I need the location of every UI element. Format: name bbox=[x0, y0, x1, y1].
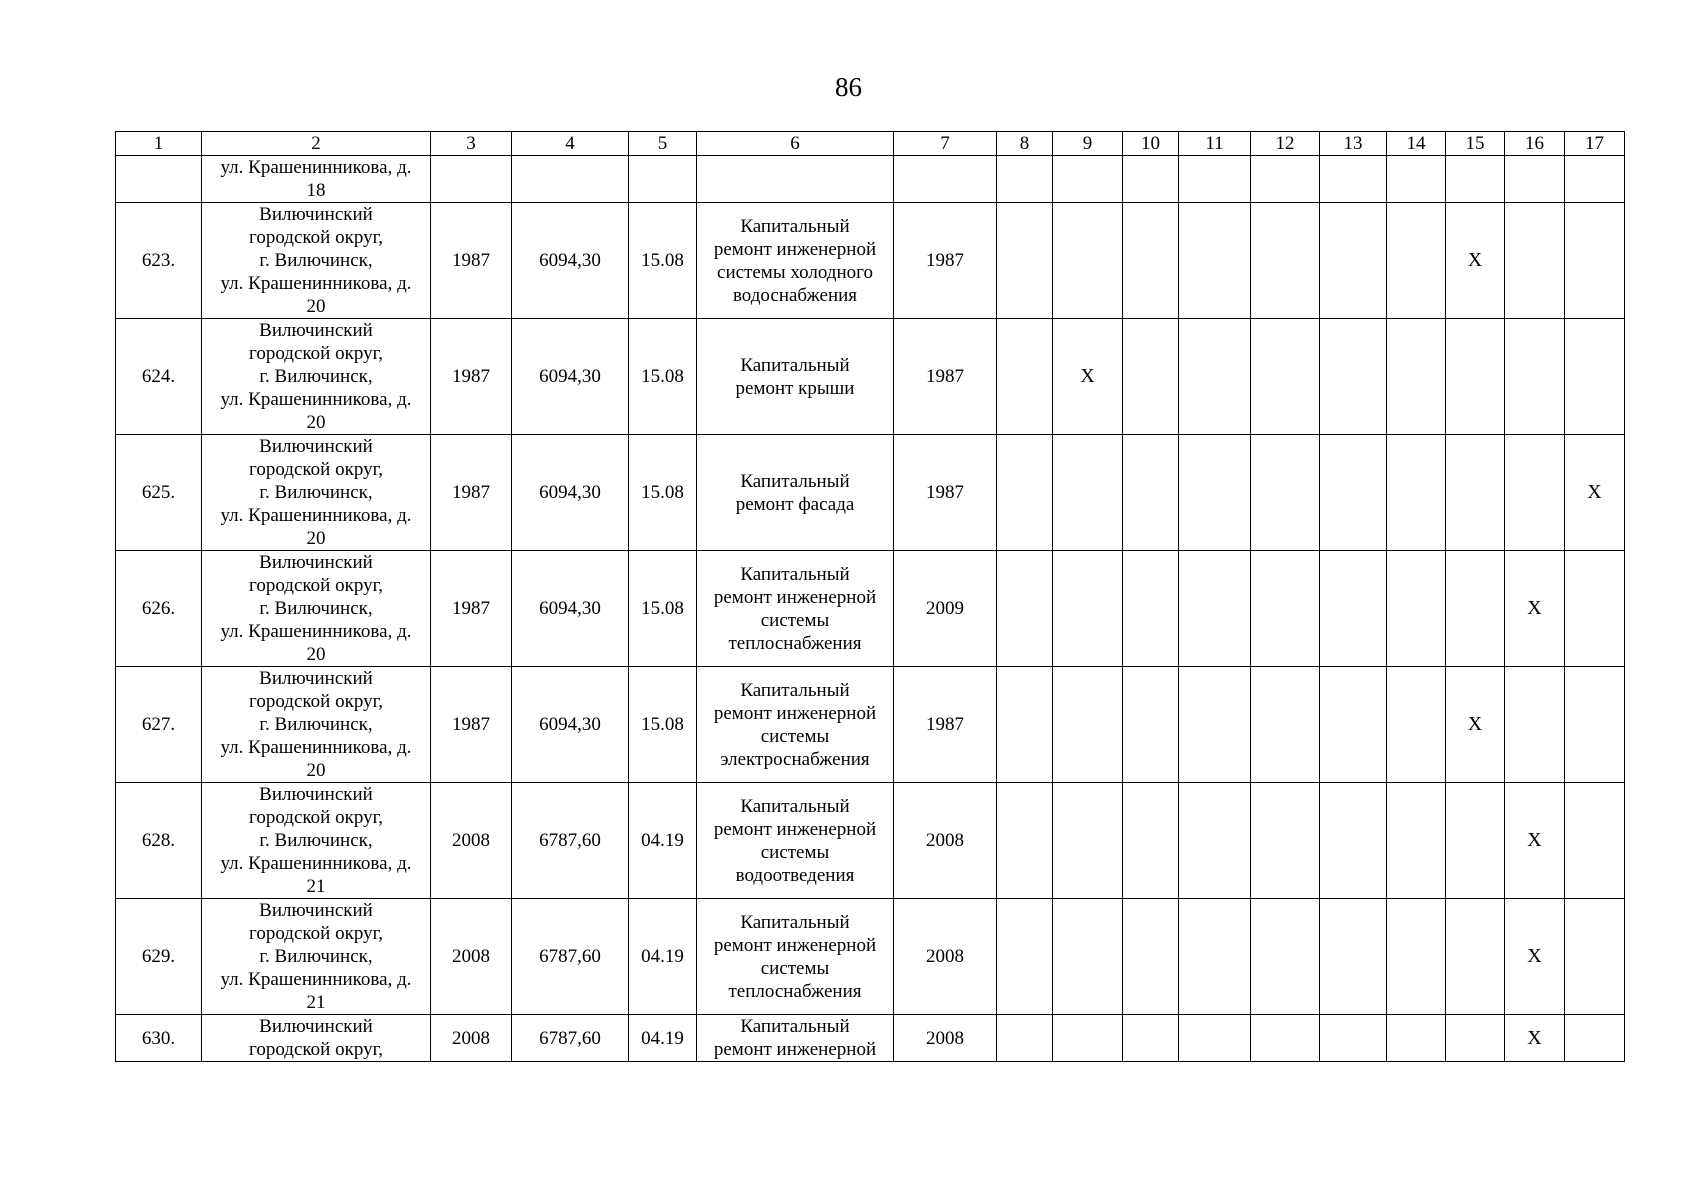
period-mark-col-14 bbox=[1387, 783, 1446, 899]
period-mark-col-10 bbox=[1123, 156, 1179, 203]
period-mark-col-9 bbox=[1053, 667, 1123, 783]
cell-text-line: городской округ, bbox=[249, 227, 383, 248]
period-mark-col-16 bbox=[1505, 319, 1565, 435]
last-repair-year-cell bbox=[894, 156, 997, 203]
period-mark-col-12 bbox=[1251, 435, 1320, 551]
cell-text-line: 21 bbox=[306, 876, 326, 897]
row-number-cell bbox=[116, 156, 202, 203]
page-number: 86 bbox=[835, 72, 862, 102]
commission-year-cell: 1987 bbox=[431, 435, 512, 551]
address-cell bbox=[202, 1015, 431, 1062]
period-mark-col-10 bbox=[1123, 319, 1179, 435]
cell-text-line: 20 bbox=[306, 296, 326, 317]
period-mark-col-12 bbox=[1251, 203, 1320, 319]
period-mark-col-16: X bbox=[1505, 783, 1565, 899]
last-repair-year-cell: 2008 bbox=[894, 899, 997, 1015]
cell-text-line: Вилючинский bbox=[259, 784, 373, 805]
last-repair-year-cell: 1987 bbox=[894, 435, 997, 551]
area-cell: 6787,60 bbox=[512, 783, 629, 899]
cell-text-line: ремонт инженерной bbox=[713, 586, 877, 608]
period-mark-col-11 bbox=[1179, 667, 1251, 783]
column-number-1: 1 bbox=[116, 132, 202, 156]
cell-text-line: ул. Крашенинникова, д. bbox=[220, 737, 412, 758]
code-cell: 15.08 bbox=[629, 551, 697, 667]
cell-text-line: Вилючинский bbox=[259, 436, 373, 457]
cell-text-line: системы bbox=[760, 725, 830, 747]
row-number-cell: 630. bbox=[116, 1015, 202, 1062]
period-mark-col-8 bbox=[997, 156, 1053, 203]
period-mark-col-17 bbox=[1565, 156, 1625, 203]
period-mark-col-12 bbox=[1251, 551, 1320, 667]
work-type-cell bbox=[697, 1015, 894, 1062]
cell-text-line: городской округ, bbox=[249, 343, 383, 364]
area-cell: 6094,30 bbox=[512, 551, 629, 667]
period-mark-col-9 bbox=[1053, 899, 1123, 1015]
period-mark-col-11 bbox=[1179, 156, 1251, 203]
period-mark-col-14 bbox=[1387, 667, 1446, 783]
cell-text-line: г. Вилючинск, bbox=[259, 830, 373, 851]
last-repair-year-cell: 2009 bbox=[894, 551, 997, 667]
commission-year-cell bbox=[431, 156, 512, 203]
cell-text-line: городской округ, bbox=[249, 459, 383, 480]
period-mark-col-16: X bbox=[1505, 551, 1565, 667]
period-mark-col-17 bbox=[1565, 783, 1625, 899]
row-number-cell: 625. bbox=[116, 435, 202, 551]
table-row bbox=[116, 1015, 1625, 1062]
period-mark-col-8 bbox=[997, 319, 1053, 435]
column-number-15: 15 bbox=[1446, 132, 1505, 156]
period-mark-col-15 bbox=[1446, 899, 1505, 1015]
cell-text-line: ремонт инженерной bbox=[713, 934, 877, 956]
cell-text-line: г. Вилючинск, bbox=[259, 250, 373, 271]
work-type-cell bbox=[697, 899, 894, 1015]
period-mark-col-14 bbox=[1387, 1015, 1446, 1062]
period-mark-col-15 bbox=[1446, 783, 1505, 899]
last-repair-year-cell: 1987 bbox=[894, 203, 997, 319]
period-mark-col-9 bbox=[1053, 156, 1123, 203]
column-number-4: 4 bbox=[512, 132, 629, 156]
row-number-cell: 623. bbox=[116, 203, 202, 319]
cell-text-line: Капитальный bbox=[740, 563, 850, 585]
commission-year-cell: 1987 bbox=[431, 551, 512, 667]
period-mark-col-9 bbox=[1053, 1015, 1123, 1062]
period-mark-col-13 bbox=[1320, 899, 1387, 1015]
period-mark-col-14 bbox=[1387, 319, 1446, 435]
cell-text-line: системы bbox=[760, 841, 830, 863]
cell-text-line: Капитальный bbox=[740, 679, 850, 701]
cell-text-line: г. Вилючинск, bbox=[259, 366, 373, 387]
period-mark-col-10 bbox=[1123, 667, 1179, 783]
area-cell: 6787,60 bbox=[512, 899, 629, 1015]
cell-text-line: 20 bbox=[306, 644, 326, 665]
column-number-13: 13 bbox=[1320, 132, 1387, 156]
commission-year-cell: 2008 bbox=[431, 783, 512, 899]
period-mark-col-13 bbox=[1320, 435, 1387, 551]
period-mark-col-16 bbox=[1505, 667, 1565, 783]
code-cell bbox=[629, 156, 697, 203]
period-mark-col-13 bbox=[1320, 783, 1387, 899]
row-number-cell: 629. bbox=[116, 899, 202, 1015]
period-mark-col-17 bbox=[1565, 319, 1625, 435]
table-row bbox=[116, 203, 1625, 319]
cell-text-line: городской округ, bbox=[249, 923, 383, 944]
area-cell bbox=[512, 156, 629, 203]
period-mark-col-13 bbox=[1320, 203, 1387, 319]
cell-text-line: ремонт фасада bbox=[735, 493, 855, 515]
period-mark-col-12 bbox=[1251, 783, 1320, 899]
period-mark-col-8 bbox=[997, 899, 1053, 1015]
cell-text-line: Вилючинский bbox=[259, 668, 373, 689]
work-type-cell bbox=[697, 435, 894, 551]
cell-text-line: Капитальный bbox=[740, 795, 850, 817]
cell-text-line: теплоснабжения bbox=[728, 632, 862, 654]
cell-text-line: электроснабжения bbox=[720, 748, 870, 770]
cell-text-line: г. Вилючинск, bbox=[259, 714, 373, 735]
period-mark-col-10 bbox=[1123, 203, 1179, 319]
commission-year-cell: 1987 bbox=[431, 319, 512, 435]
period-mark-col-10 bbox=[1123, 435, 1179, 551]
column-number-6: 6 bbox=[697, 132, 894, 156]
work-type-cell bbox=[697, 319, 894, 435]
work-type-cell bbox=[697, 783, 894, 899]
table-row bbox=[116, 156, 1625, 203]
cell-text-line: Капитальный bbox=[740, 470, 850, 492]
column-number-2: 2 bbox=[202, 132, 431, 156]
cell-text-line: системы холодного bbox=[717, 261, 873, 283]
table-row bbox=[116, 435, 1625, 551]
last-repair-year-cell: 2008 bbox=[894, 783, 997, 899]
period-mark-col-8 bbox=[997, 551, 1053, 667]
table-row bbox=[116, 319, 1625, 435]
work-type-cell bbox=[697, 203, 894, 319]
code-cell: 15.08 bbox=[629, 667, 697, 783]
period-mark-col-16: X bbox=[1505, 899, 1565, 1015]
area-cell: 6094,30 bbox=[512, 435, 629, 551]
cell-text-line: ремонт крыши bbox=[735, 377, 855, 399]
cell-text-line: ул. Крашенинникова, д. bbox=[220, 389, 412, 410]
period-mark-col-12 bbox=[1251, 156, 1320, 203]
cell-text-line: ремонт инженерной bbox=[713, 702, 877, 724]
cell-text-line: Вилючинский bbox=[259, 204, 373, 225]
code-cell: 15.08 bbox=[629, 203, 697, 319]
area-cell: 6094,30 bbox=[512, 319, 629, 435]
period-mark-col-13 bbox=[1320, 319, 1387, 435]
column-number-5: 5 bbox=[629, 132, 697, 156]
cell-text-line: 21 bbox=[306, 992, 326, 1013]
period-mark-col-17 bbox=[1565, 1015, 1625, 1062]
cell-text-line: 20 bbox=[306, 412, 326, 433]
cell-text-line: 20 bbox=[306, 528, 326, 549]
column-number-7: 7 bbox=[894, 132, 997, 156]
period-mark-col-10 bbox=[1123, 783, 1179, 899]
period-mark-col-13 bbox=[1320, 551, 1387, 667]
cell-text-line: 20 bbox=[306, 760, 326, 781]
period-mark-col-8 bbox=[997, 435, 1053, 551]
period-mark-col-14 bbox=[1387, 203, 1446, 319]
period-mark-col-9 bbox=[1053, 435, 1123, 551]
cell-text-line: ремонт инженерной bbox=[713, 238, 877, 260]
period-mark-col-11 bbox=[1179, 319, 1251, 435]
cell-text-line: Капитальный bbox=[740, 911, 850, 933]
address-cell bbox=[202, 783, 431, 899]
period-mark-col-15 bbox=[1446, 319, 1505, 435]
period-mark-col-15 bbox=[1446, 435, 1505, 551]
address-cell bbox=[202, 203, 431, 319]
period-mark-col-17 bbox=[1565, 203, 1625, 319]
period-mark-col-16: X bbox=[1505, 1015, 1565, 1062]
cell-text-line: 18 bbox=[306, 180, 326, 201]
period-mark-col-11 bbox=[1179, 1015, 1251, 1062]
address-cell bbox=[202, 667, 431, 783]
row-number-cell: 627. bbox=[116, 667, 202, 783]
work-type-cell bbox=[697, 551, 894, 667]
period-mark-col-16 bbox=[1505, 156, 1565, 203]
period-mark-col-17 bbox=[1565, 667, 1625, 783]
period-mark-col-17 bbox=[1565, 899, 1625, 1015]
period-mark-col-11 bbox=[1179, 899, 1251, 1015]
last-repair-year-cell: 1987 bbox=[894, 319, 997, 435]
period-mark-col-9: X bbox=[1053, 319, 1123, 435]
period-mark-col-8 bbox=[997, 1015, 1053, 1062]
period-mark-col-9 bbox=[1053, 551, 1123, 667]
cell-text-line: Капитальный bbox=[740, 1016, 850, 1037]
code-cell: 04.19 bbox=[629, 1015, 697, 1062]
cell-text-line: ул. Крашенинникова, д. bbox=[220, 621, 412, 642]
row-number-cell: 624. bbox=[116, 319, 202, 435]
cell-text-line: ул. Крашенинникова, д. bbox=[220, 969, 412, 990]
cell-text-line: Капитальный bbox=[740, 215, 850, 237]
column-number-row bbox=[116, 132, 1625, 156]
cell-text-line: системы bbox=[760, 957, 830, 979]
period-mark-col-12 bbox=[1251, 667, 1320, 783]
cell-text-line: Вилючинский bbox=[259, 1016, 373, 1037]
cell-text-line: городской округ, bbox=[249, 1039, 383, 1060]
code-cell: 15.08 bbox=[629, 319, 697, 435]
cell-text-line: ул. Крашенинникова, д. bbox=[220, 505, 412, 526]
period-mark-col-11 bbox=[1179, 783, 1251, 899]
period-mark-col-10 bbox=[1123, 899, 1179, 1015]
last-repair-year-cell: 2008 bbox=[894, 1015, 997, 1062]
address-cell bbox=[202, 319, 431, 435]
work-type-cell bbox=[697, 156, 894, 203]
commission-year-cell: 2008 bbox=[431, 899, 512, 1015]
column-number-17: 17 bbox=[1565, 132, 1625, 156]
period-mark-col-15 bbox=[1446, 551, 1505, 667]
period-mark-col-10 bbox=[1123, 551, 1179, 667]
period-mark-col-13 bbox=[1320, 156, 1387, 203]
cell-text-line: ул. Крашенинникова, д. bbox=[220, 853, 412, 874]
period-mark-col-13 bbox=[1320, 667, 1387, 783]
cell-text-line: ул. Крашенинникова, д. bbox=[220, 157, 412, 178]
period-mark-col-11 bbox=[1179, 203, 1251, 319]
period-mark-col-11 bbox=[1179, 435, 1251, 551]
row-number-cell: 626. bbox=[116, 551, 202, 667]
address-cell bbox=[202, 899, 431, 1015]
period-mark-col-15: X bbox=[1446, 667, 1505, 783]
table-row bbox=[116, 899, 1625, 1015]
period-mark-col-14 bbox=[1387, 156, 1446, 203]
period-mark-col-12 bbox=[1251, 319, 1320, 435]
column-number-9: 9 bbox=[1053, 132, 1123, 156]
period-mark-col-12 bbox=[1251, 1015, 1320, 1062]
cell-text-line: теплоснабжения bbox=[728, 980, 862, 1002]
period-mark-col-8 bbox=[997, 203, 1053, 319]
period-mark-col-16 bbox=[1505, 203, 1565, 319]
column-number-8: 8 bbox=[997, 132, 1053, 156]
address-cell bbox=[202, 551, 431, 667]
cell-text-line: водоотведения bbox=[735, 864, 855, 886]
period-mark-col-17: X bbox=[1565, 435, 1625, 551]
commission-year-cell: 2008 bbox=[431, 1015, 512, 1062]
cell-text-line: городской округ, bbox=[249, 807, 383, 828]
table-row bbox=[116, 667, 1625, 783]
area-cell: 6787,60 bbox=[512, 1015, 629, 1062]
period-mark-col-14 bbox=[1387, 551, 1446, 667]
cell-text-line: Вилючинский bbox=[259, 552, 373, 573]
column-number-10: 10 bbox=[1123, 132, 1179, 156]
address-cell bbox=[202, 156, 431, 203]
period-mark-col-12 bbox=[1251, 899, 1320, 1015]
column-number-12: 12 bbox=[1251, 132, 1320, 156]
cell-text-line: г. Вилючинск, bbox=[259, 946, 373, 967]
area-cell: 6094,30 bbox=[512, 667, 629, 783]
work-type-cell bbox=[697, 667, 894, 783]
cell-text-line: Вилючинский bbox=[259, 900, 373, 921]
period-mark-col-13 bbox=[1320, 1015, 1387, 1062]
cell-text-line: ремонт инженерной bbox=[713, 818, 877, 840]
period-mark-col-16 bbox=[1505, 435, 1565, 551]
column-number-16: 16 bbox=[1505, 132, 1565, 156]
period-mark-col-14 bbox=[1387, 435, 1446, 551]
period-mark-col-15: X bbox=[1446, 203, 1505, 319]
cell-text-line: ремонт инженерной bbox=[713, 1039, 877, 1060]
column-number-14: 14 bbox=[1387, 132, 1446, 156]
row-number-cell: 628. bbox=[116, 783, 202, 899]
period-mark-col-15 bbox=[1446, 156, 1505, 203]
commission-year-cell: 1987 bbox=[431, 667, 512, 783]
last-repair-year-cell: 1987 bbox=[894, 667, 997, 783]
column-number-11: 11 bbox=[1179, 132, 1251, 156]
cell-text-line: Вилючинский bbox=[259, 320, 373, 341]
address-cell bbox=[202, 435, 431, 551]
cell-text-line: городской округ, bbox=[249, 691, 383, 712]
area-cell: 6094,30 bbox=[512, 203, 629, 319]
period-mark-col-17 bbox=[1565, 551, 1625, 667]
cell-text-line: системы bbox=[760, 609, 830, 631]
code-cell: 15.08 bbox=[629, 435, 697, 551]
table-body bbox=[116, 132, 1625, 1062]
code-cell: 04.19 bbox=[629, 783, 697, 899]
cell-text-line: городской округ, bbox=[249, 575, 383, 596]
code-cell: 04.19 bbox=[629, 899, 697, 1015]
cell-text-line: г. Вилючинск, bbox=[259, 598, 373, 619]
period-mark-col-11 bbox=[1179, 551, 1251, 667]
table-row bbox=[116, 783, 1625, 899]
period-mark-col-9 bbox=[1053, 203, 1123, 319]
commission-year-cell: 1987 bbox=[431, 203, 512, 319]
cell-text-line: г. Вилючинск, bbox=[259, 482, 373, 503]
period-mark-col-15 bbox=[1446, 1015, 1505, 1062]
cell-text-line: ул. Крашенинникова, д. bbox=[220, 273, 412, 294]
cell-text-line: Капитальный bbox=[740, 354, 850, 376]
register-table bbox=[115, 131, 1625, 1062]
table-row bbox=[116, 551, 1625, 667]
period-mark-col-8 bbox=[997, 783, 1053, 899]
period-mark-col-10 bbox=[1123, 1015, 1179, 1062]
cell-text-line: водоснабжения bbox=[732, 284, 858, 306]
column-number-3: 3 bbox=[431, 132, 512, 156]
period-mark-col-14 bbox=[1387, 899, 1446, 1015]
period-mark-col-8 bbox=[997, 667, 1053, 783]
period-mark-col-9 bbox=[1053, 783, 1123, 899]
